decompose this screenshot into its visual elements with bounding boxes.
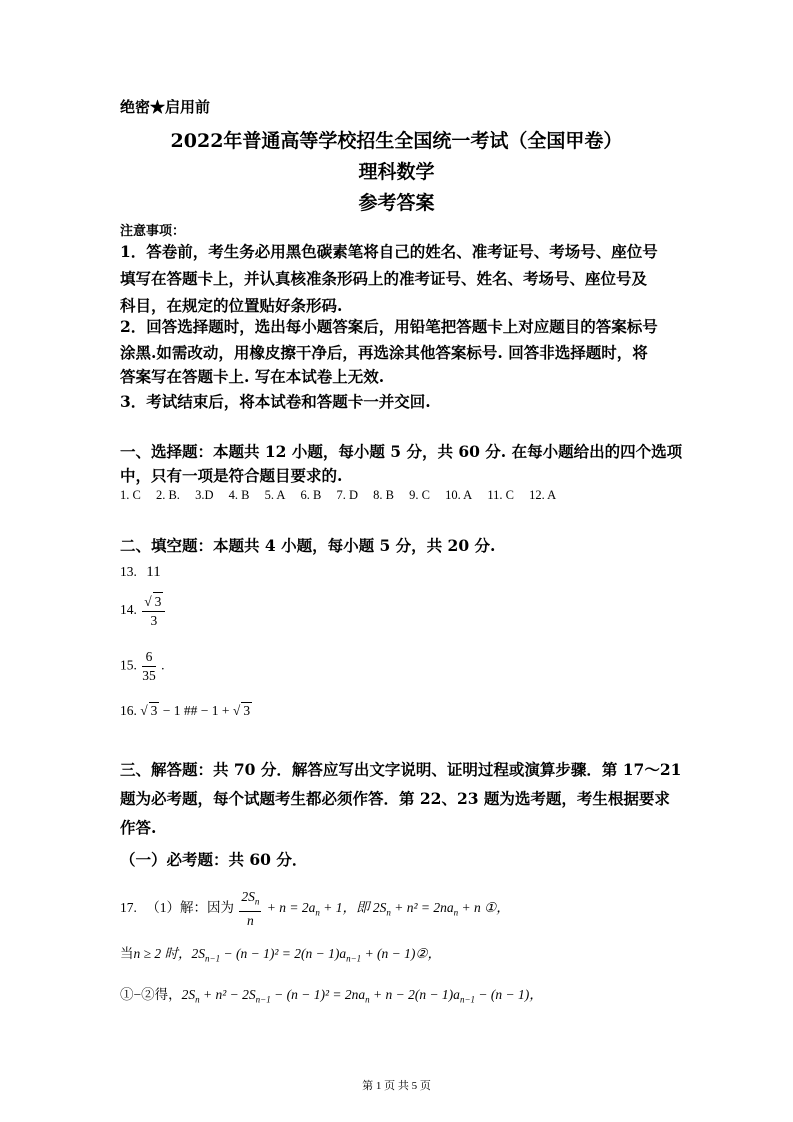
equation-part: + (n − 1)②， bbox=[361, 946, 442, 961]
answer-item: 6. B bbox=[300, 488, 322, 502]
subscript: n−1 bbox=[205, 953, 221, 964]
answer-item: 1. C bbox=[120, 488, 141, 502]
equation-part: + 1，即 2S bbox=[319, 899, 387, 915]
notice-heading: 注意事项： bbox=[120, 224, 186, 239]
q17-line3 bbox=[120, 983, 543, 1005]
subscript: n bbox=[195, 994, 200, 1005]
denominator: 35 bbox=[142, 668, 156, 683]
subscript: n−1 bbox=[255, 994, 271, 1005]
section1-heading: 一、选择题：本题共 12 小题，每小题 5 分，共 60 分. 在每小题给出的四个选项 bbox=[120, 442, 683, 461]
answer-item: 11. C bbox=[487, 488, 514, 502]
question-number: 16. bbox=[120, 703, 137, 718]
answer-item: 9. C bbox=[409, 488, 430, 502]
subscript: n bbox=[386, 907, 391, 918]
equation-part: − (n − 1)² = 2(n − 1)a bbox=[220, 946, 347, 961]
equation-part: + n − 2(n − 1)a bbox=[369, 987, 460, 1002]
fill-answer-15 bbox=[120, 648, 165, 685]
choice-answers bbox=[120, 488, 568, 503]
question-number: 15. bbox=[120, 657, 137, 673]
equation-part: − (n − 1)² = 2na bbox=[270, 987, 366, 1002]
notice-line: 填写在答题卡上，并认真核准条形码上的准考证号、姓名、考场号、座位号及 bbox=[120, 269, 648, 288]
fill-answer-14 bbox=[120, 592, 167, 630]
numerator: 2S bbox=[241, 889, 255, 904]
answer-item: 5. A bbox=[264, 488, 286, 502]
answer-item: 2. B. bbox=[155, 488, 180, 502]
subscript: n bbox=[453, 907, 459, 918]
fraction bbox=[142, 648, 156, 685]
answer-item: 10. A bbox=[445, 488, 473, 502]
answer-middle: − 1 ## − 1 + bbox=[159, 703, 233, 718]
fill-answer-13 bbox=[120, 564, 161, 581]
subscript: n bbox=[315, 907, 320, 918]
fraction bbox=[239, 888, 261, 930]
equation-part: 时，2S bbox=[161, 946, 206, 961]
q17-line1 bbox=[120, 888, 510, 930]
punctuation: . bbox=[161, 657, 165, 673]
denominator: 3 bbox=[150, 613, 158, 628]
subscript: n bbox=[254, 896, 260, 907]
question-number: 14. bbox=[120, 602, 137, 618]
answer-item: 7. D bbox=[336, 488, 359, 502]
equation-part: + n = 2a bbox=[266, 899, 316, 915]
radicand: 3 bbox=[150, 703, 158, 718]
section1-heading-cont: 中，只有一项是符合题目要求的. bbox=[120, 466, 343, 485]
answer-value: 11 bbox=[146, 564, 161, 580]
exam-subject: 理科数学 bbox=[358, 161, 435, 183]
text: ①−②得， bbox=[120, 987, 182, 1002]
q17-line2 bbox=[120, 942, 441, 964]
required-subheading: （一）必考题：共 60 分． bbox=[120, 850, 308, 869]
fill-answer-16: 16. √ 3 − 1 ## − 1 + √ 3 bbox=[120, 703, 251, 718]
page-footer: 第 1 页 共 5 页 bbox=[362, 1080, 431, 1092]
condition: n ≥ 2 bbox=[133, 946, 162, 961]
denominator: n bbox=[247, 912, 254, 928]
notice-line: 答案写在答题卡上. 写在本试卷上无效. bbox=[120, 367, 385, 386]
answer-item: 8. B bbox=[373, 488, 394, 502]
solution-intro: （1）解：因为 bbox=[146, 899, 234, 915]
equation-part: − (n − 1)， bbox=[475, 987, 543, 1002]
equation-part: + n² − 2S bbox=[199, 987, 256, 1002]
notice-line: 科目，在规定的位置贴好条形码. bbox=[120, 296, 343, 315]
numerator: 6 bbox=[142, 648, 156, 667]
section2-heading: 二、填空题：本题共 4 小题，每小题 5 分，共 20 分. bbox=[120, 536, 496, 555]
radicand: 3 bbox=[243, 703, 251, 718]
confidential-mark: 绝密★启用前 bbox=[120, 98, 211, 116]
equation-part: + n² = 2na bbox=[390, 899, 454, 915]
section3-heading-cont: 作答. bbox=[120, 818, 157, 837]
notice-line: 涂黑.如需改动，用橡皮擦干净后，再选涂其他答案标号. 回答非选择题时，将 bbox=[120, 343, 648, 362]
notice-line: 2．回答选择题时，选出每小题答案后，用铅笔把答题卡上对应题目的答案标号 bbox=[120, 317, 658, 336]
subscript: n−1 bbox=[459, 994, 476, 1005]
notice-line: 3．考试结束后，将本试卷和答题卡一并交回. bbox=[120, 392, 431, 411]
answer-item: 4. B bbox=[228, 488, 250, 502]
subscript: n bbox=[365, 994, 370, 1005]
equation-part: 2S bbox=[181, 987, 196, 1002]
notice-line: 1．答卷前，考生务必用黑色碳素笔将自己的姓名、准考证号、考场号、座位号 bbox=[120, 242, 658, 261]
exam-title: 2022年普通高等学校招生全国统一考试（全国甲卷） bbox=[170, 130, 623, 152]
text: 当 bbox=[120, 946, 134, 961]
equation-part: + n ①， bbox=[458, 899, 510, 915]
numerator: 3 bbox=[154, 594, 162, 609]
section3-heading: 三、解答题：共 70 分．解答应写出文字说明、证明过程或演算步骤．第 17～21 bbox=[120, 760, 682, 779]
section3-heading-cont: 题为必考题，每个试题考生都必须作答．第 22、23 题为选考题，考生根据要求 bbox=[120, 789, 670, 808]
question-number: 13. bbox=[120, 564, 137, 579]
fraction: $\frac{√ 3}{3}$ bbox=[142, 592, 165, 630]
answer-item: 12. A bbox=[529, 488, 557, 502]
answer-item: 3.D bbox=[195, 488, 214, 502]
subscript: n−1 bbox=[346, 953, 362, 964]
question-number: 17. bbox=[120, 899, 137, 915]
answer-key-title: 参考答案 bbox=[358, 192, 435, 214]
